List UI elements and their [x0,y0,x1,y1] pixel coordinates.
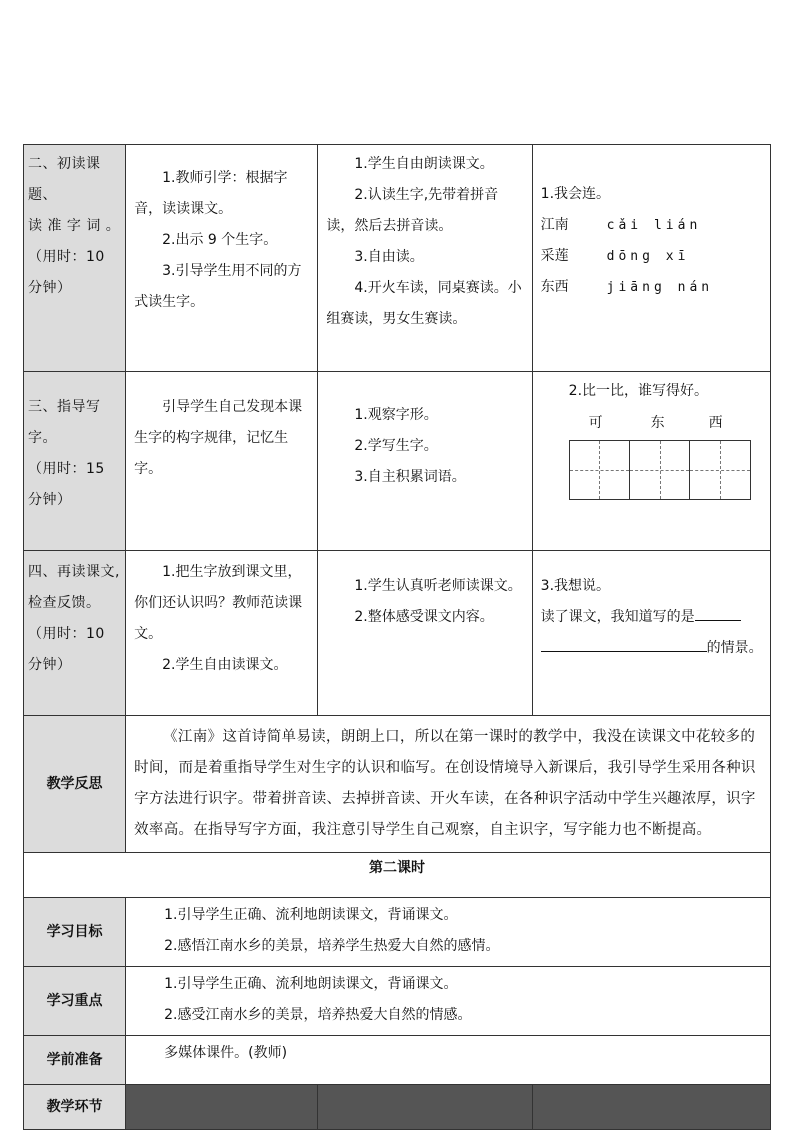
writing-char: 东 [650,415,665,431]
stage-line: （用时：15 [28,461,105,477]
exercise-title: 1.我会连。 [540,186,611,202]
tianzige-grid [569,440,751,500]
student-activity-cell [318,145,532,372]
stage-cell [24,372,126,551]
stage-cell [24,145,126,372]
exercise-title: 2.比一比，谁写得好。 [568,383,709,399]
match-pinyin: dōng xī [606,249,690,264]
writing-exercise [533,372,770,492]
teacher-activity: 1.教师引学：根据字音，读读课文。 [134,170,288,217]
student-activity: 1.学生自由朗读课文。 [354,156,494,172]
reflection-body [126,716,771,853]
grid-square [690,441,749,499]
student-activity: 2.整体感受课文内容。 [354,609,494,625]
student-activity-cell [318,372,532,551]
focus-item: 2.感受江南水乡的美景，培养热爱大自然的情感。 [164,1007,472,1023]
goal-item: 1.引导学生正确、流利地朗读课文，背诵课文。 [164,907,458,923]
exercise-title: 3.我想说。 [540,578,611,594]
prep-row [24,1036,771,1085]
stage-row-2 [24,372,771,551]
focus-body [126,967,771,1036]
teacher-activity-cell [126,551,318,716]
stage-line: 检查反馈。 [28,595,101,611]
reflection-row [24,716,771,853]
teacher-activity: 引导学生自己发现本课生字的构字规律，记忆生字。 [134,399,303,477]
focus-item: 1.引导学生正确、流利地朗读课文，背诵课文。 [164,976,458,992]
stage-line: 分钟） [28,492,72,508]
reflection-text: 《江南》这首诗简单易读，朗朗上口，所以在第一课时的教学中，我没在读课文中花较多的时间，而是着重指导学生对生字的认识和临写。在创设情境导入新课后，我引导学生采用各种识字方法进行识字。带着拼音读、去掉拼音读、开火车读，在各种识字活动中学生兴趣浓厚，识字效率高。在指导写字方面，我注意引导学生自己观察，自主识字，写字能力也不断提高。 [134,729,756,838]
goals-row [24,898,771,967]
student-activity: 1.学生认真听老师读课文。 [354,578,522,594]
stage-line: 分钟） [28,657,72,673]
teacher-activity: 2.学生自由读课文。 [162,657,288,673]
stage-line: 读 准 字 词 。 [28,218,121,234]
stage-line: 分钟） [28,280,72,296]
focus-row [24,967,771,1036]
match-word: 江南 [540,217,569,233]
teacher-activity: 2.出示 9 个生字。 [162,232,278,248]
goals-label: 学习目标 [24,898,126,967]
session-title: 第二课时 [24,853,771,898]
prep-label: 学前准备 [24,1036,126,1085]
exercise-cell [532,551,770,716]
matching-exercise [541,210,764,303]
stage-line: （用时：10 [28,249,105,265]
teacher-activity-cell [126,145,318,372]
stage-line: 三、指导写字。 [28,399,101,446]
exercise-cell [532,372,770,551]
writing-char: 可 [588,415,603,431]
teacher-activity: 1.把生字放到课文里，你们还认识吗？教师范读课文。 [134,564,303,642]
exercise-cell [532,145,770,372]
goal-item: 2.感悟江南水乡的美景，培养学生热爱大自然的感情。 [164,938,500,954]
reflection-label: 教学反思 [24,716,126,853]
stage-line: 四、再读课文, [28,564,120,580]
focus-label: 学习重点 [24,967,126,1036]
prep-text: 多媒体课件。(教师) [126,1036,771,1085]
teacher-activity-cell [126,372,318,551]
grid-square [570,441,630,499]
match-word: 东西 [540,279,569,295]
answer-blank[interactable] [541,635,707,652]
exercise-line [541,633,764,664]
stage-row-1 [24,145,771,372]
stage-line: （用时：10 [28,626,105,642]
grid-square [630,441,690,499]
exercise-prompt: 读了课文，我知道写的是 [540,609,695,625]
match-word: 采莲 [540,248,569,264]
student-activity: 3.自由读。 [354,249,424,265]
teaching-link-label: 教学环节 [24,1085,126,1130]
exercise-suffix: 的情景。 [706,640,763,656]
session-row [24,853,771,898]
goals-body [126,898,771,967]
student-activity-cell [318,551,532,716]
answer-blank[interactable] [695,604,741,621]
teacher-activity: 3.引导学生用不同的方式读生字。 [134,263,302,310]
match-pinyin: jiāng nán [606,280,714,295]
student-activity: 2.认读生字,先带着拼音读，然后去拼音读。 [326,187,499,234]
stage-cell [24,551,126,716]
student-activity: 2.学写生字。 [354,438,438,454]
stage-line: 二、初读课题、 [28,156,101,203]
lesson-plan-table [23,144,771,1130]
match-pinyin: cǎi lián [606,218,702,233]
student-activity: 1.观察字形。 [354,407,438,423]
student-activity: 3.自主积累词语。 [354,469,466,485]
stage-row-3 [24,551,771,716]
writing-char: 西 [708,415,723,431]
student-activity: 4.开火车读，同桌赛读。小组赛读，男女生赛读。 [326,280,522,327]
exercise-line [541,602,764,633]
